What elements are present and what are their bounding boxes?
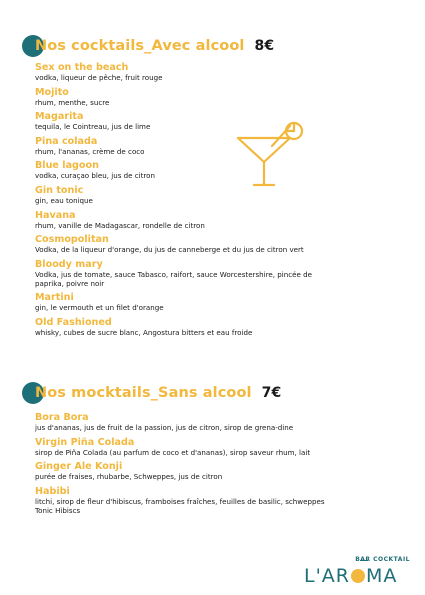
mocktail-title-text: Nos mocktails_Sans alcool [35,385,252,401]
list-item [35,234,335,254]
mocktail-price: 7€ [261,385,282,401]
cocktail-ingredients: rhum, vanille de Madagascar, rondelle de citron [35,220,205,230]
list-item [35,62,335,82]
cocktail-name: Blue lagoon [35,160,99,172]
cocktail-ingredients: whisky, cubes de sucre blanc, Angostura bitters et eau froide [35,327,253,337]
cocktail-name: Mojito [35,86,69,98]
mocktail-items-list [35,412,335,519]
cocktail-name: Bloody mary [35,258,103,270]
alcohol-title-text: Nos cocktails_Avec alcool [35,38,245,54]
alcohol-items-list [35,62,335,342]
cocktail-ingredients: vodka, curaçao bleu, jus de citron [35,171,156,181]
cocktail-name: Pina colada [35,135,98,147]
cocktail-name: Gin tonic [35,184,84,196]
cocktail-ingredients: gin, eau tonique [35,195,93,205]
cocktail-ingredients: gin, le vermouth et un filet d'orange [35,303,164,313]
cocktail-name: Cosmopolitan [35,234,109,246]
mocktail-name: Virgin Piña Colada [35,436,135,448]
list-item [35,412,335,432]
cocktail-ingredients: rhum, l'ananas, crème de coco [35,146,145,156]
mocktail-ingredients: sirop de Piña Colada (au parfum de coco et d'ananas), sirop saveur rhum, lait [35,447,311,457]
cocktail-ingredients: Vodka, jus de tomate, sauce Tabasco, raifort, sauce Worcestershire, pincée de paprika, poivre noir [35,269,312,288]
cocktail-ingredients: vodka, liqueur de pêche, fruit rouge [35,73,163,82]
alcohol-price: 8€ [254,38,275,54]
laroma-logo [300,556,418,588]
logo-wordmark [304,565,397,587]
list-item [35,87,335,107]
mocktail-name: Ginger Ale Konji [35,461,123,473]
cocktail-name: Magarita [35,111,84,123]
logo-orange-dot [351,569,365,583]
cocktail-name: Havana [35,209,76,221]
mocktail-ingredients: purée de fraises, rhubarbe, Schweppes, jus de citron [35,472,223,482]
logo-word-start: L'AR [304,565,351,587]
cocktail-glass-icon [232,118,304,192]
cocktail-ingredients: Vodka, de la liqueur d'orange, du jus de canneberge et du jus de citron vert [35,245,304,255]
cocktail-name: Sex on the beach [35,62,129,73]
mocktail-name: Bora Bora [35,412,89,423]
mocktail-ingredients: litchi, sirop de fleur d'hibiscus, framboises fraîches, feuilles de basilic, schweppes Tonic Hibiscs [35,496,325,515]
list-item [35,461,335,481]
cocktail-name: Old Fashioned [35,316,112,328]
mocktail-name: Habibi [35,485,70,497]
mocktail-section-title [35,385,281,401]
logo-subtitle: BAR COCKTAIL [355,556,410,563]
list-item [35,317,335,337]
list-item [35,259,335,288]
list-item [35,210,335,230]
list-item [35,437,335,457]
cocktail-ingredients: rhum, menthe, sucre [35,97,110,107]
cocktail-ingredients: tequila, le Cointreau, jus de lime [35,122,151,132]
mocktail-ingredients: jus d'ananas, jus de fruit de la passion, jus de citron, sirop de grena-dine [35,423,294,432]
list-item [35,292,335,312]
cocktail-name: Martini [35,292,74,304]
alcohol-section-title [35,38,274,54]
list-item [35,486,335,515]
logo-word-end: MA [366,565,398,587]
